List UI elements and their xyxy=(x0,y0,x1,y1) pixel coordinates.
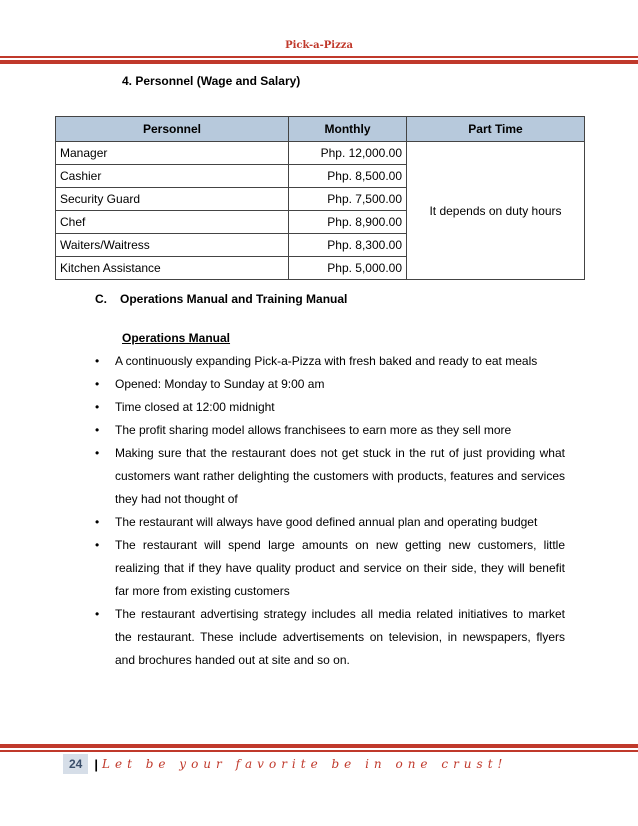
monthly-cell: Php. 12,000.00 xyxy=(289,142,407,165)
personnel-cell: Kitchen Assistance xyxy=(56,257,289,280)
header-rule xyxy=(0,56,638,64)
list-item xyxy=(95,373,565,396)
list-item xyxy=(95,442,565,511)
section-c-heading xyxy=(95,292,347,306)
bullet-text: The restaurant will spend large amounts on new getting new customers, little realizing that if they have quality product and service on their side, they will benefit far more from existing customers xyxy=(115,538,565,598)
list-item xyxy=(95,396,565,419)
list-item xyxy=(95,511,565,534)
column-header-part-time: Part Time xyxy=(407,117,585,142)
bullet-icon: • xyxy=(95,607,100,621)
monthly-cell: Php. 8,500.00 xyxy=(289,165,407,188)
bullet-text: The restaurant advertising strategy includes all media related initiatives to market the restaurant. These include advertisements on television, in newspapers, flyers and brochures handed out at site and so on. xyxy=(115,607,565,667)
list-item xyxy=(95,350,565,373)
personnel-cell: Cashier xyxy=(56,165,289,188)
table-header-row xyxy=(56,117,585,142)
bullet-icon: • xyxy=(95,377,100,391)
monthly-cell: Php. 8,300.00 xyxy=(289,234,407,257)
personnel-cell: Chef xyxy=(56,211,289,234)
page-number: 24 xyxy=(63,754,88,774)
operations-bullet-list xyxy=(95,350,565,672)
section-c-letter: C. xyxy=(95,292,107,306)
section-4-heading: 4. Personnel (Wage and Salary) xyxy=(122,74,301,88)
footer-separator: | xyxy=(94,756,98,772)
page-footer xyxy=(63,753,507,775)
list-item xyxy=(95,534,565,603)
list-item xyxy=(95,419,565,442)
personnel-cell: Security Guard xyxy=(56,188,289,211)
operations-manual-title: Operations Manual xyxy=(122,331,231,345)
footer-slogan: Let be your favorite be in one crust! xyxy=(102,757,508,771)
monthly-cell: Php. 5,000.00 xyxy=(289,257,407,280)
table-row xyxy=(56,142,585,165)
monthly-cell: Php. 8,900.00 xyxy=(289,211,407,234)
bullet-icon: • xyxy=(95,515,100,529)
footer-rule xyxy=(0,744,638,752)
column-header-monthly: Monthly xyxy=(289,117,407,142)
bullet-icon: • xyxy=(95,538,100,552)
header-title: Pick-a-Pizza xyxy=(285,40,353,51)
bullet-icon: • xyxy=(95,354,100,368)
bullet-text: Time closed at 12:00 midnight xyxy=(115,400,275,414)
bullet-text: The profit sharing model allows franchisees to earn more as they sell more xyxy=(115,423,512,437)
personnel-wage-table xyxy=(55,116,585,280)
personnel-cell: Waiters/Waitress xyxy=(56,234,289,257)
bullet-text: A continuously expanding Pick-a-Pizza with fresh baked and ready to eat meals xyxy=(115,354,538,368)
bullet-text: Opened: Monday to Sunday at 9:00 am xyxy=(115,377,325,391)
bullet-text: The restaurant will always have good defined annual plan and operating budget xyxy=(115,515,538,529)
bullet-icon: • xyxy=(95,423,100,437)
section-c-title: Operations Manual and Training Manual xyxy=(120,292,348,306)
part-time-cell: It depends on duty hours xyxy=(407,142,585,280)
monthly-cell: Php. 7,500.00 xyxy=(289,188,407,211)
personnel-cell: Manager xyxy=(56,142,289,165)
bullet-text: Making sure that the restaurant does not get stuck in the rut of just providing what customers want rather delighting the customers with products, features and services they had not thought of xyxy=(115,446,565,506)
list-item xyxy=(95,603,565,672)
bullet-icon: • xyxy=(95,446,100,460)
column-header-personnel: Personnel xyxy=(56,117,289,142)
bullet-icon: • xyxy=(95,400,100,414)
